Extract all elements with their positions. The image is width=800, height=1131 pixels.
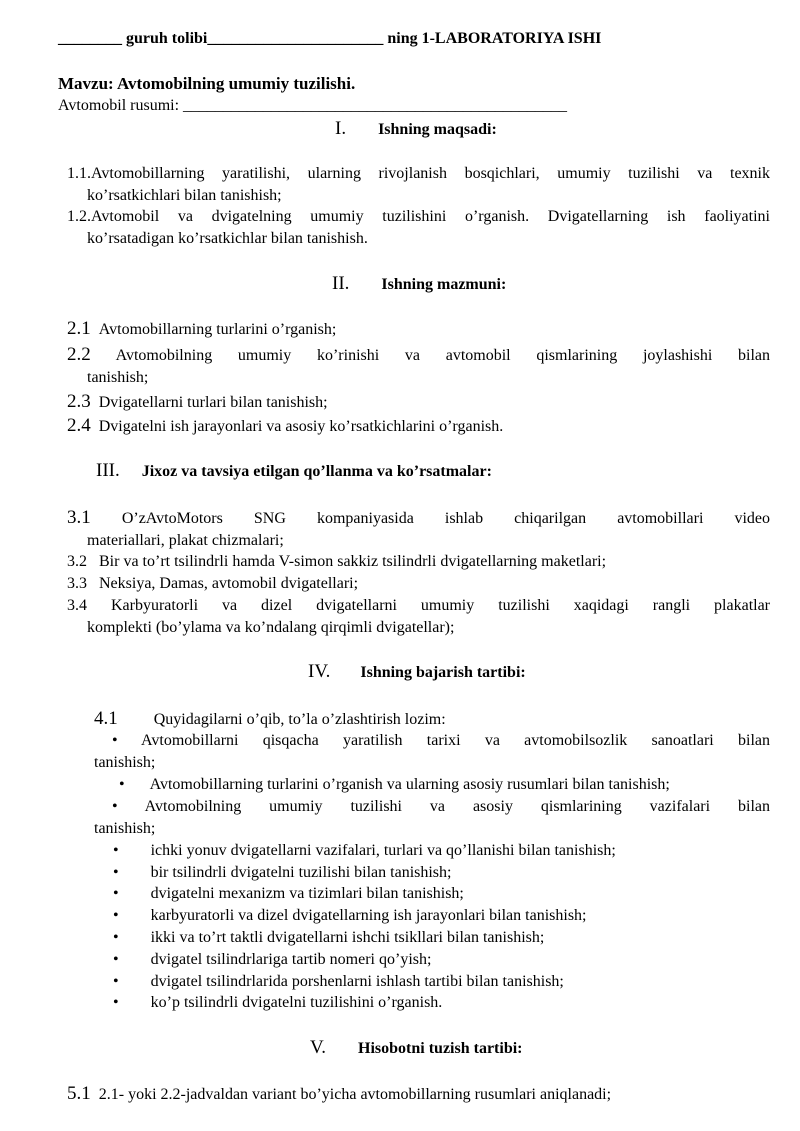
bullet-item-4: • ichki yonuv dvigatellarni vazifalari, turlari va qo’llanishi bilan tanishish;	[113, 842, 616, 859]
section-3-heading	[96, 460, 492, 482]
section-1-item-2-line-2: ko’rsatadigan ko’rsatkichlar bilan tanishish.	[87, 230, 368, 247]
bullet-item-11: • ko’p tsilindrli dvigatelni tuzilishini o’rganish.	[113, 994, 443, 1011]
bullet-item-3-line-1: • Avtomobilning umumiy tuzilishi va asosiy qismlarining vazifalari bilan	[112, 798, 770, 815]
section-4-item-1: 4.1 Quyidagilarni o’qib, to’la o’zlashtirish lozim:	[94, 708, 446, 729]
bullet-icon: •	[113, 864, 119, 881]
student-name-blank: ______________________	[207, 30, 384, 47]
bullet-item-1-line-1: • Avtomobillarni qisqacha yaratilish tarixi va avtomobilsozlik sanoatlari bilan	[112, 732, 770, 749]
section-4-title: Ishning bajarish tartibi:	[360, 664, 526, 681]
bullet-icon: •	[112, 732, 118, 749]
section-2-title: Ishning mazmuni:	[381, 276, 507, 293]
bullet-item-1-line-2: tanishish;	[94, 754, 156, 771]
bullet-item-6: • dvigatelni mexanizm va tizimlari bilan tanishish;	[113, 885, 464, 902]
section-4-heading	[308, 661, 526, 683]
section-1-numeral: I.	[335, 118, 347, 139]
section-2-item-3: 2.3 Dvigatellarni turlari bilan tanishish;	[67, 391, 328, 412]
section-2-item-2-line-2: tanishish;	[87, 369, 149, 386]
header-line	[58, 30, 601, 48]
section-3-item-3: 3.3 Neksiya, Damas, avtomobil dvigatellari;	[67, 575, 359, 592]
section-3-item-4-line-2: komplekti (bo’ylama va ko’ndalang qirqimli dvigatellar);	[87, 619, 455, 636]
bullet-icon: •	[113, 994, 119, 1011]
section-2-item-1: 2.1 Avtomobillarning turlarini o’rganish;	[67, 318, 337, 339]
bullet-icon: •	[112, 798, 118, 815]
section-5-heading	[310, 1037, 523, 1059]
section-1-title: Ishning maqsadi:	[378, 121, 497, 138]
bullet-item-7: • karbyuratorli va dizel dvigatellarning ish jarayonlari bilan tanishish;	[113, 907, 587, 924]
bullet-item-8: • ikki va to’rt taktli dvigatellarni ishchi tsikllari bilan tanishish;	[113, 929, 545, 946]
car-model-line	[58, 97, 567, 115]
section-2-numeral: II.	[332, 273, 350, 294]
section-3-item-1-line-1: 3.1 O’zAvtoMotors SNG kompaniyasida ishlab chiqarilgan avtomobillari video	[67, 507, 770, 528]
lab-title: ning 1-LABORATORIYA ISHI	[387, 30, 602, 47]
bullet-item-1	[112, 732, 770, 750]
section-3-numeral: III.	[96, 460, 120, 481]
section-3-item-4-line-1: 3.4 Karbyuratorli va dizel dvigatellarni umumiy tuzilishi xaqidagi rangli plakatlar	[67, 597, 771, 614]
section-1-item-2-line-1: 1.2.Avtomobil va dvigatelning umumiy tuzilishini o’rganish. Dvigatellarning ish faoliyatini	[67, 208, 770, 225]
bullet-item-3	[112, 798, 770, 816]
bullet-icon: •	[113, 907, 119, 924]
topic: Mavzu: Avtomobilning umumiy tuzilishi.	[58, 74, 356, 93]
bullet-item-9: • dvigatel tsilindrlariga tartib nomeri qo’yish;	[113, 951, 432, 968]
section-2-item-2-line-1: 2.2 Avtomobilning umumiy ko’rinishi va avtomobil qismlarining joylashishi bilan	[67, 344, 770, 365]
section-3-title: Jixoz va tavsiya etilgan qo’llanma va ko’rsatmalar:	[141, 463, 492, 480]
bullet-item-3-line-2: tanishish;	[94, 820, 156, 837]
section-1-heading	[335, 118, 497, 140]
section-5-item-1: 5.1 2.1- yoki 2.2-jadvaldan variant bo’yicha avtomobillarning rusumlari aniqlanadi;	[67, 1083, 612, 1104]
section-3-item-1-line-2: materiallari, plakat chizmalari;	[87, 532, 284, 549]
bullet-item-10: • dvigatel tsilindrlarida porshenlarni ishlash tartibi bilan tanishish;	[113, 973, 564, 990]
section-2-item-4: 2.4 Dvigatelni ish jarayonlari va asosiy ko’rsatkichlarini o’rganish.	[67, 415, 504, 436]
section-1-item-1-line-1: 1.1.Avtomobillarning yaratilishi, ularning rivojlanish bosqichlari, umumiy tuzilishi va texnik	[67, 165, 770, 182]
section-2-heading	[332, 273, 506, 295]
group-label: guruh tolibi	[126, 30, 208, 47]
bullet-item-2: • Avtomobillarning turlarini o’rganish va ularning asosiy rusumlari bilan tanishish;	[119, 776, 670, 793]
section-5-title: Hisobotni tuzish tartibi:	[358, 1040, 523, 1057]
section-3-item-2: 3.2 Bir va to’rt tsilindrli hamda V-simon sakkiz tsilindrli dvigatellarning maketlari;	[67, 553, 607, 570]
section-5-numeral: V.	[310, 1037, 327, 1058]
car-model-blank: ________________________________________________	[183, 97, 568, 114]
section-1-item-1-line-2: ko’rsatkichlari bilan tanishish;	[87, 187, 282, 204]
bullet-item-5: • bir tsilindrli dvigatelni tuzilishi bilan tanishish;	[113, 864, 452, 881]
section-4-numeral: IV.	[308, 661, 331, 682]
bullet-icon: •	[113, 973, 119, 990]
bullet-icon: •	[113, 842, 119, 859]
bullet-icon: •	[113, 885, 119, 902]
bullet-icon: •	[113, 929, 119, 946]
car-model-label: Avtomobil rusumi:	[58, 97, 184, 114]
bullet-icon: •	[119, 776, 125, 793]
group-blank: ________	[58, 30, 122, 47]
bullet-icon: •	[113, 951, 119, 968]
